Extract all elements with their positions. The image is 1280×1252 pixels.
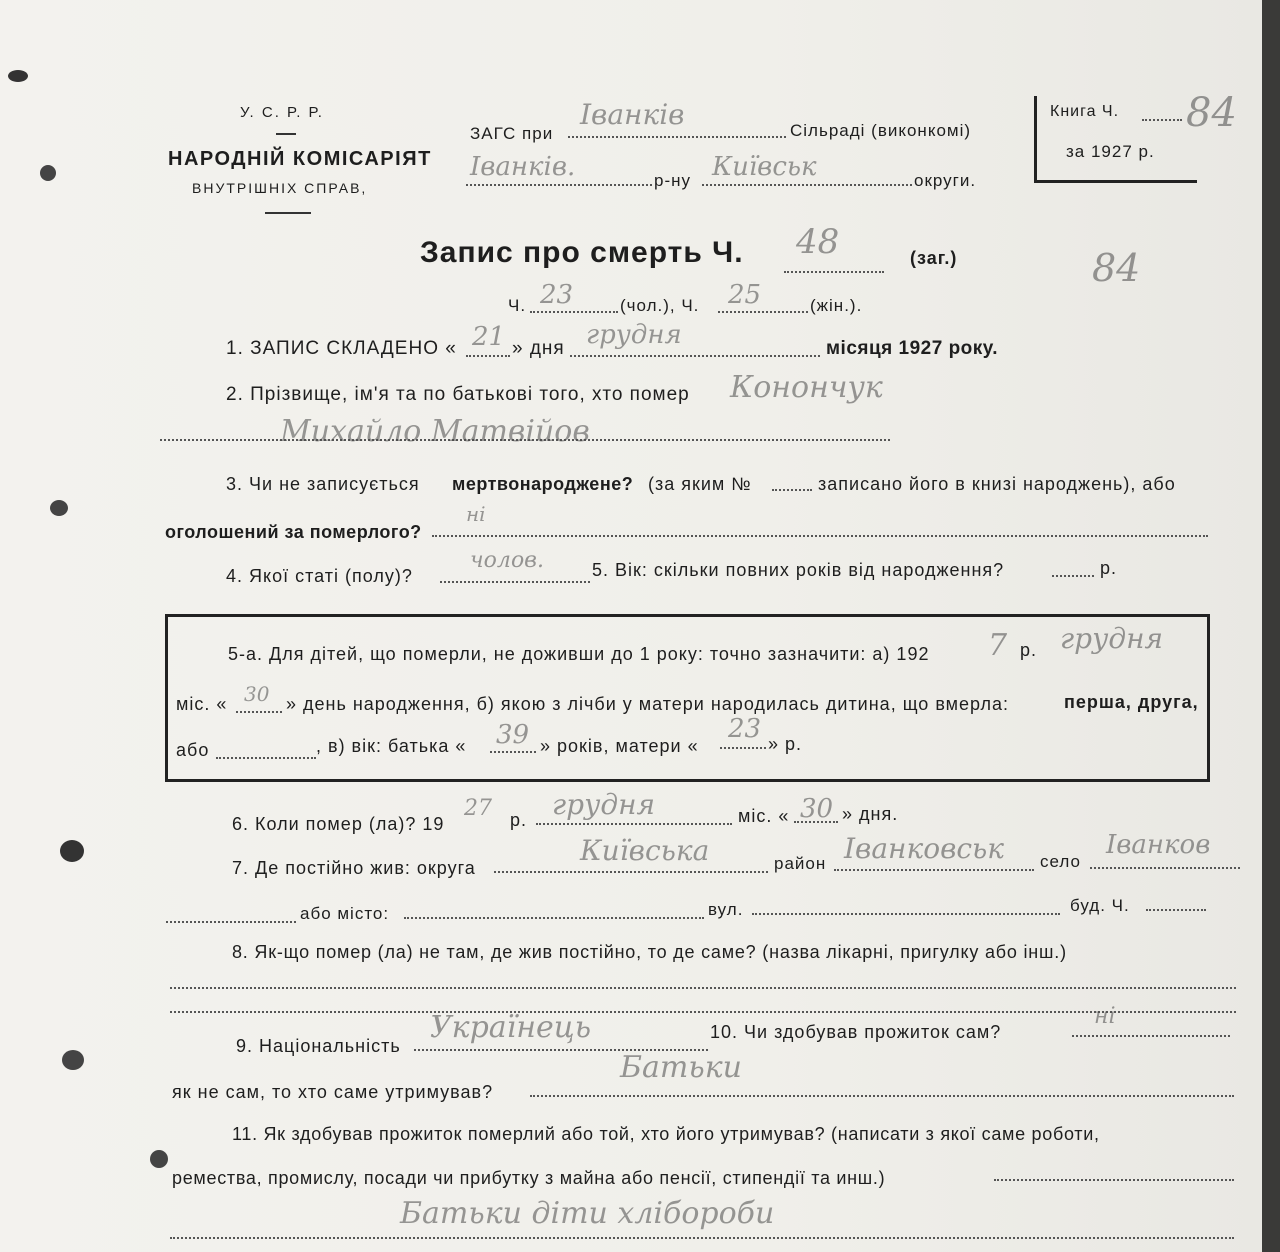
record-suffix: (заг.) xyxy=(910,248,958,268)
raion-field[interactable] xyxy=(466,183,652,186)
q5a-father-age-field[interactable] xyxy=(490,750,536,753)
header-divider xyxy=(276,133,296,135)
ussr-label: У. С. Р. Р. xyxy=(240,104,324,121)
punch-hole xyxy=(40,165,56,181)
q7-selo-value: Іванков xyxy=(1106,830,1211,860)
book-year: за 1927 р. xyxy=(1066,142,1155,161)
q5a-line3c: » років, матери « xyxy=(540,736,699,756)
commissariat-label: НАРОДНІЙ КОМІСАРІЯТ xyxy=(168,148,432,170)
q5a-line3b: , в) вік: батька « xyxy=(316,736,467,756)
q4-label: 4. Якої статі (полу)? xyxy=(226,566,413,586)
q1-suffix: місяця 1927 року. xyxy=(826,338,998,359)
q5a-month: грудня xyxy=(1060,622,1164,655)
q5a-line2b: » день народження, б) якою з лічби у матери народилась дитина, що вмерла: xyxy=(286,694,1009,714)
q5-suffix: р. xyxy=(1100,558,1118,578)
q5a-day-field[interactable] xyxy=(236,710,282,713)
okruh-field[interactable] xyxy=(702,183,912,186)
q2-label: 2. Прізвище, ім'я та по батькові того, хто помер xyxy=(226,384,690,405)
q6-r: р. xyxy=(510,810,528,830)
q5a-year-digit: 7 xyxy=(988,628,1008,663)
q4-sex-field[interactable] xyxy=(440,580,590,583)
q3-answer-field[interactable] xyxy=(432,534,1208,537)
q7-label: 7. Де постійно жив: округа xyxy=(232,858,476,878)
q7-raion-value: Іванковськ xyxy=(844,832,1005,865)
q6-year: 27 xyxy=(464,796,492,821)
department-label: ВНУТРІШНІХ СПРАВ, xyxy=(192,180,368,196)
q1-month-field[interactable] xyxy=(570,354,820,357)
q5a-year-r: р. xyxy=(1020,640,1038,660)
q7-okruha: Київська xyxy=(580,834,710,867)
q6-suffix: » дня. xyxy=(842,804,899,824)
punch-hole xyxy=(50,500,68,516)
book-label: Книга Ч. xyxy=(1050,103,1120,120)
q5a-order-other-field[interactable] xyxy=(216,756,316,759)
header-divider-bottom xyxy=(265,212,311,214)
female-count: 25 xyxy=(728,280,762,310)
q7-misto-field[interactable] xyxy=(404,916,704,919)
okruh-value: Київськ xyxy=(712,152,817,182)
q3-stillborn: мертвонароджене? xyxy=(452,474,634,494)
q3-declared-dead: оголошений за померлого? xyxy=(165,522,422,542)
q7-selo-label: село xyxy=(1040,852,1081,871)
punch-hole xyxy=(150,1150,168,1168)
male-count-label: Ч. xyxy=(508,296,527,315)
q5a-day: 30 xyxy=(244,682,270,706)
record-title: Запис про смерть Ч. xyxy=(420,236,744,269)
q9-supporter-field[interactable] xyxy=(530,1094,1234,1097)
q7-vul-label: вул. xyxy=(708,900,744,919)
q6-label: 6. Коли помер (ла)? 19 xyxy=(232,814,445,834)
corner-number: 84 xyxy=(1092,246,1141,290)
okruh-label: округи. xyxy=(914,171,977,190)
q3-line1d: записано його в книзі народжень), або xyxy=(818,474,1176,494)
q8-label: 8. Як-що помер (ла) не там, де жив постійно, то де саме? (назва лікарні, пригулку або інш.) xyxy=(232,942,1067,962)
q7-raion-field[interactable] xyxy=(834,868,1034,871)
male-count-field[interactable] xyxy=(530,310,618,313)
q1-month: грудня xyxy=(586,320,682,350)
q7-vul-field[interactable] xyxy=(752,912,1060,915)
council-value: Іванків xyxy=(580,98,685,131)
male-label: (чол.), Ч. xyxy=(620,296,700,315)
q5a-line1: 5-а. Для дітей, що померли, не доживши до 1 року: точно зазначити: а) 192 xyxy=(228,644,930,664)
q8-answer-field-1[interactable] xyxy=(170,986,1236,989)
q2-surname: Конончук xyxy=(730,370,883,405)
q5a-line3a: або xyxy=(176,740,210,760)
q11-answer: Батьки діти хлібороби xyxy=(400,1196,775,1231)
q1-day-field[interactable] xyxy=(466,354,510,357)
raion-label: р-ну xyxy=(654,171,692,190)
q5a-order: перша, друга, xyxy=(1064,692,1199,712)
q3-answer: ні xyxy=(466,502,486,526)
q10-answer-field[interactable] xyxy=(1072,1034,1230,1037)
q6-month: грудня xyxy=(552,788,656,821)
q7-misto-label: або місто: xyxy=(300,904,390,923)
q6-mis: міс. « xyxy=(738,806,790,826)
q9-label: 9. Національність xyxy=(236,1036,401,1056)
q4-sex: чолов. xyxy=(470,548,544,573)
q10-answer: ні xyxy=(1094,1004,1116,1029)
q3-line1a: 3. Чи не записується xyxy=(226,474,420,494)
female-count-field[interactable] xyxy=(718,310,808,313)
q5-age-field[interactable] xyxy=(1052,574,1094,577)
q5a-father-age: 39 xyxy=(496,720,530,750)
zags-prefix: ЗАГС при xyxy=(470,124,554,143)
male-count: 23 xyxy=(540,280,574,310)
q7-bud-field[interactable] xyxy=(1146,908,1206,911)
council-field[interactable] xyxy=(568,135,786,138)
q5a-mother-age-field[interactable] xyxy=(720,746,766,749)
q7-selo-field[interactable] xyxy=(1090,866,1240,869)
punch-hole xyxy=(60,840,84,862)
q9-supporter-label: як не сам, то хто саме утримував? xyxy=(172,1082,494,1102)
q8-answer-field-2[interactable] xyxy=(170,1010,1236,1013)
q11-line2: ремества, промислу, посади чи прибутку з майна або пенсії, стипендії та инш.) xyxy=(172,1168,886,1188)
raion-value: Іванків. xyxy=(470,152,576,182)
q6-month-field[interactable] xyxy=(536,822,732,825)
q3-line1c: (за яким № xyxy=(648,474,752,494)
q11-answer-field-1[interactable] xyxy=(994,1178,1234,1181)
female-label: (жін.). xyxy=(810,296,863,315)
punch-hole xyxy=(62,1050,84,1070)
q2-names: Михайло Матвійов xyxy=(280,414,590,449)
q3-birth-no-field[interactable] xyxy=(772,488,812,491)
q7-okruha-field[interactable] xyxy=(494,870,768,873)
q6-day: 30 xyxy=(800,794,834,824)
q9-supporter: Батьки xyxy=(620,1050,742,1085)
q5a-line3d: » р. xyxy=(768,734,803,754)
q7-bud-label: буд. Ч. xyxy=(1070,896,1130,915)
q7-misto-prefix-field[interactable] xyxy=(166,920,296,923)
q1-label: 1. ЗАПИС СКЛАДЕНО « xyxy=(226,338,457,359)
book-number-field[interactable] xyxy=(1142,118,1182,121)
q5a-line2a: міс. « xyxy=(176,694,228,714)
q11-line1: 11. Як здобував прожиток померлий або той, хто його утримував? (написати з якої саме роботи, xyxy=(232,1124,1100,1144)
page-edge-shadow xyxy=(1262,0,1280,1252)
q5-label: 5. Вік: скільки повних років від народження? xyxy=(592,560,1005,580)
record-number: 48 xyxy=(796,222,840,262)
council-suffix: Сільраді (виконкомі) xyxy=(790,121,972,140)
q10-label: 10. Чи здобував прожиток сам? xyxy=(710,1022,1002,1042)
record-number-field[interactable] xyxy=(784,270,884,273)
book-number-handwritten: 84 xyxy=(1186,90,1237,136)
q1-day: 21 xyxy=(472,322,506,352)
punch-hole xyxy=(8,70,28,82)
q9-nationality: Українець xyxy=(430,1010,592,1045)
q11-answer-field-2[interactable] xyxy=(170,1236,1234,1239)
q1-mid: » дня xyxy=(512,338,565,359)
q7-raion-label: район xyxy=(774,854,827,873)
q5a-mother-age: 23 xyxy=(728,714,762,744)
